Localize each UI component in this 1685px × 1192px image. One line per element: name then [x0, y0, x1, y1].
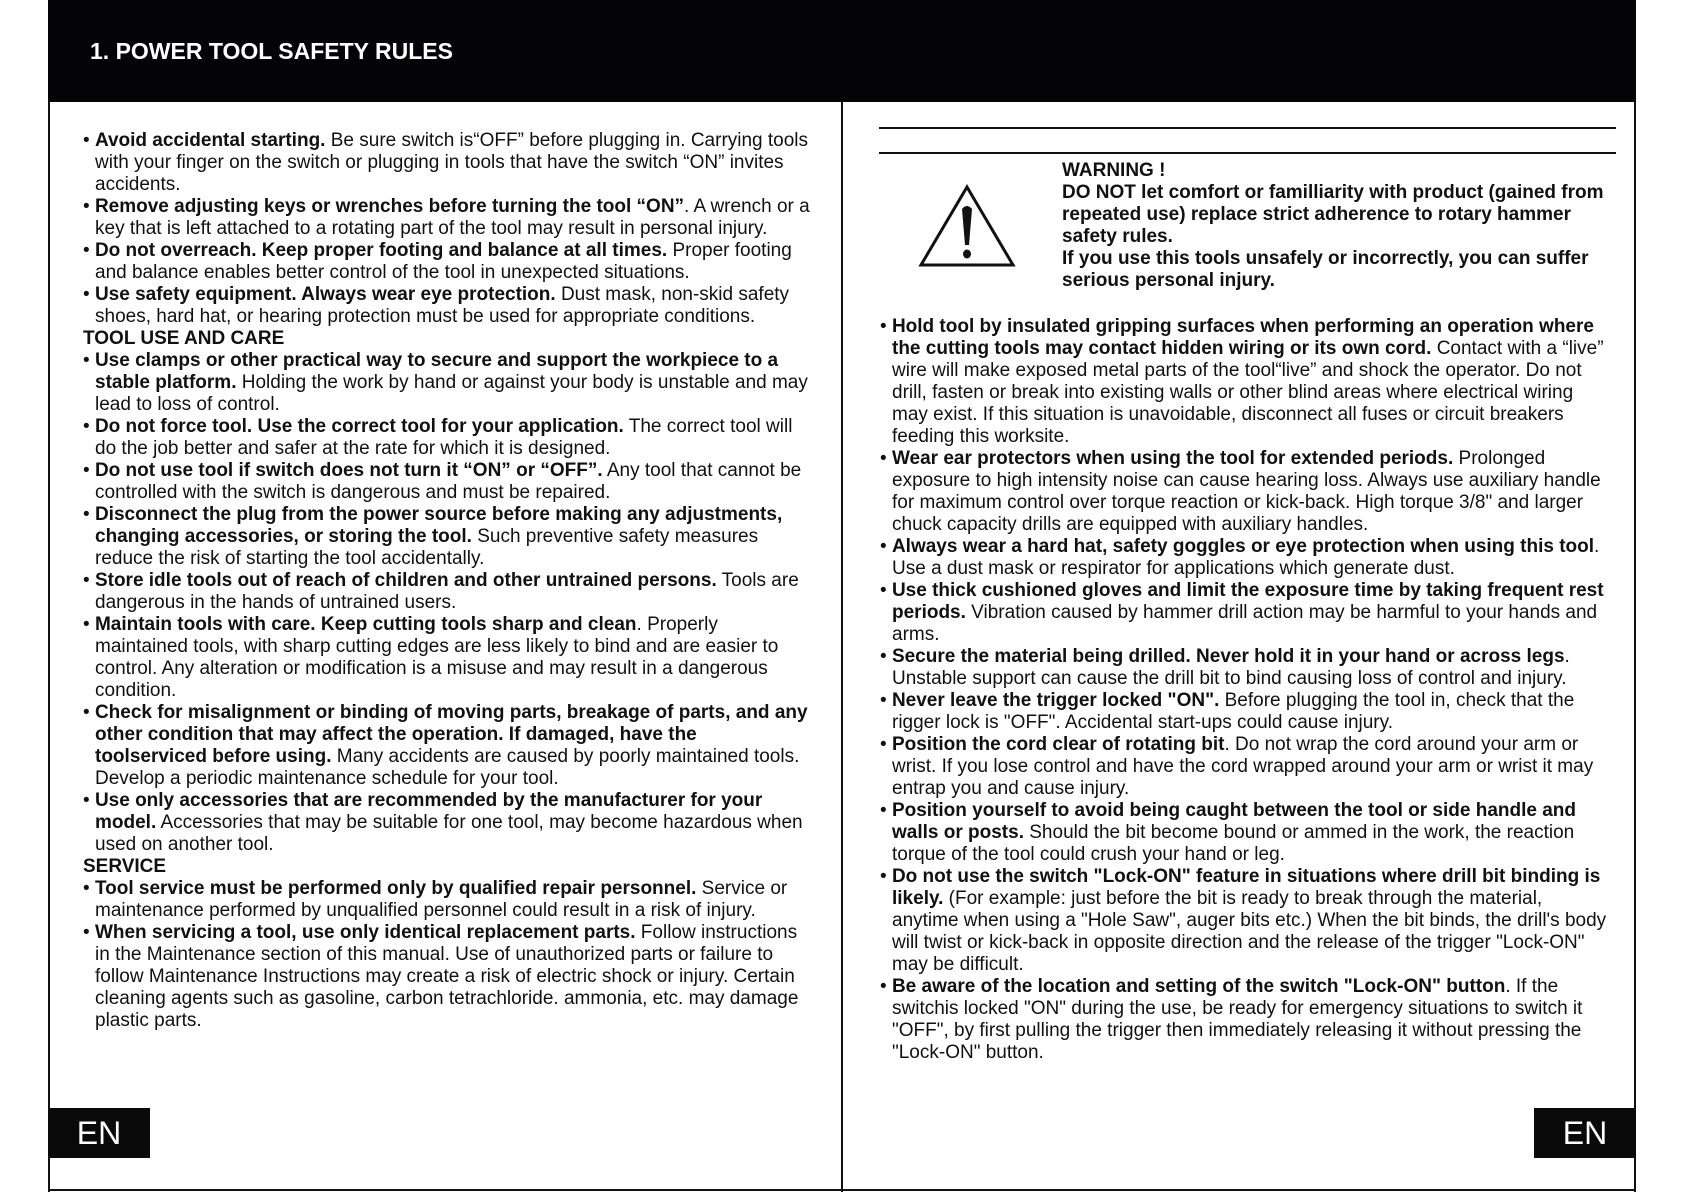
safety-rule-item — [83, 790, 813, 856]
rule-heading: Maintain tools with care. Keep cutting tools sharp and clean — [94, 614, 637, 635]
warning-text-2: If you use this tools unsafely or incorrectly, you can suffer serious personal injury. — [1062, 248, 1589, 291]
section-heading-tool-use: TOOL USE AND CARE — [83, 328, 285, 349]
rule-text: Dust mask, non-skid safety shoes, hard hat, or hearing protection must be used for appropriate conditions. — [95, 284, 790, 327]
rule-heading: Position yourself to avoid being caught between the tool or side handle and walls or posts. — [891, 800, 1577, 843]
rule-top — [879, 127, 1616, 129]
language-label-left: EN — [48, 1108, 150, 1158]
safety-rule-item — [83, 504, 813, 570]
rule-text: Contact with a “live” wire will make exposed metal parts of the tool“live” and shock the operator. Do not drill, fasten or break into existing walls or other blind areas where electrical wiring may exist. If this situation is unavoidable, disconnect all fuses or circuit breakers feeding this worksite. — [892, 338, 1604, 447]
rule-heading: When servicing a tool, use only identical replacement parts. — [94, 922, 636, 943]
bullet: • — [83, 284, 95, 305]
safety-rule-item — [880, 448, 1610, 536]
rule-heading: Position the cord clear of rotating bit — [891, 734, 1225, 755]
safety-rule-item — [83, 130, 813, 196]
rule-bottom — [879, 152, 1616, 154]
bullet: • — [880, 800, 892, 821]
language-label-right: EN — [1534, 1108, 1636, 1158]
safety-rule-item — [83, 196, 813, 240]
rule-text: . Unstable support can cause the drill bit to bind causing loss of control and injury. — [892, 646, 1570, 689]
bullet: • — [83, 922, 95, 943]
rule-text: The correct tool will do the job better and safer at the rate for which it is designed. — [95, 416, 793, 459]
right-column — [880, 316, 1610, 1064]
bullet: • — [880, 734, 892, 755]
bullet: • — [83, 504, 95, 525]
bullet: • — [83, 130, 95, 151]
bullet: • — [83, 614, 95, 635]
bullet: • — [83, 350, 95, 371]
rule-text: Service or maintenance performed by unqualified personnel could result in a risk of injury. — [95, 878, 788, 921]
rule-heading: Do not use tool if switch does not turn it “ON” or “OFF”. — [94, 460, 603, 481]
safety-rule-item — [880, 734, 1610, 800]
bullet: • — [880, 976, 892, 997]
bullet: • — [880, 866, 892, 887]
rule-heading: Hold tool by insulated gripping surfaces when performing an operation where the cutting tools may contact hidden wiring or its own cord. — [891, 316, 1594, 359]
safety-rule-item — [880, 690, 1610, 734]
rule-heading: Secure the material being drilled. Never hold it in your hand or across legs — [891, 646, 1565, 667]
safety-rule-item — [880, 646, 1610, 690]
rule-heading: Do not use the switch "Lock-ON" feature in situations where drill bit binding is likely. — [891, 866, 1601, 909]
safety-rule-item — [880, 536, 1610, 580]
rule-heading: Use thick cushioned gloves and limit the exposure time by taking frequent rest periods. — [891, 580, 1604, 623]
bullet: • — [83, 240, 95, 261]
rule-text: Any tool that cannot be controlled with the switch is dangerous and must be repaired. — [95, 460, 802, 503]
safety-rule-item — [880, 580, 1610, 646]
rule-text: Should the bit become bound or ammed in the work, the reaction torque of the tool could crush your hand or leg. — [892, 822, 1575, 865]
rule-heading: Avoid accidental starting. — [94, 130, 326, 151]
bullet: • — [83, 196, 95, 217]
rule-heading: Check for misalignment or binding of moving parts, breakage of parts, and any other condition that may affect the operation. If damaged, have the toolserviced before using. — [94, 702, 808, 767]
rule-heading: Never leave the trigger locked "ON". — [891, 690, 1220, 711]
safety-rule-item — [83, 416, 813, 460]
bullet: • — [880, 536, 892, 557]
safety-rule-item — [880, 866, 1610, 976]
rule-text: Holding the work by hand or against your body is unstable and may lead to loss of control. — [95, 372, 808, 415]
safety-rule-item — [83, 240, 813, 284]
bullet: • — [83, 416, 95, 437]
rule-text: . If the switchis locked "ON" during the use, be ready for emergency situations to switch it "OFF", by first pulling the trigger then immediately releasing it without pressing the "Lock-ON" button. — [892, 976, 1583, 1063]
rule-text: Tools are dangerous in the hands of untrained users. — [95, 570, 799, 613]
right-border — [1634, 102, 1636, 1192]
safety-rule-item — [83, 922, 813, 1032]
rule-text: Be sure switch is“OFF” before plugging in. Carrying tools with your finger on the switch or plugging in tools that have the switch “ON” invites accidents. — [95, 130, 809, 195]
rule-heading: Use safety equipment. Always wear eye protection. — [94, 284, 556, 305]
safety-rule-item — [880, 316, 1610, 448]
rule-text: . Do not wrap the cord around your arm or wrist. If you lose control and have the cord wrapped around your arm or wrist it may entrap you and cause injury. — [892, 734, 1594, 799]
section-heading-service: SERVICE — [83, 856, 167, 877]
rule-text: Prolonged exposure to high intensity noise can cause hearing loss. Always use auxiliary handle for maximum control over torque reaction or kick-back. High torque 3/8" and larger chuck capacity drills are equipped with auxiliary handles. — [892, 448, 1601, 535]
safety-rule-item — [83, 878, 813, 922]
rule-text: Follow instructions in the Maintenance section of this manual. Use of unauthorized parts or failure to follow Maintenance Instructions may create a risk of electric shock or injury. Certain cleaning agents such as gasoline, carbon tetrachloride. ammonia, etc. may damage plastic parts. — [95, 922, 799, 1031]
warning-title: WARNING ! — [1062, 160, 1166, 181]
rule-text: Proper footing and balance enables better control of the tool in unexpected situations. — [95, 240, 792, 283]
warning-triangle-icon — [918, 183, 1016, 269]
bullet: • — [83, 790, 95, 811]
safety-rule-item — [83, 614, 813, 702]
rule-text: . A wrench or a key that is left attached to a rotating part of the tool may result in personal injury. — [95, 196, 810, 239]
bullet: • — [880, 580, 892, 601]
bullet: • — [83, 570, 95, 591]
bullet: • — [83, 878, 95, 899]
left-column — [83, 130, 813, 1032]
safety-rule-item — [83, 284, 813, 328]
bullet: • — [83, 460, 95, 481]
rule-text: Accessories that may be suitable for one tool, may become hazardous when used on another tool. — [95, 812, 803, 855]
bullet: • — [83, 702, 95, 723]
rule-text: . Properly maintained tools, with sharp cutting edges are less likely to bind and are easier to control. Any alteration or modification is a misuse and may result in a dangerous condition. — [95, 614, 779, 701]
rule-text: (For example: just before the bit is ready to break through the material, anytime when using a "Hole Saw", auger bits etc.) When the bit binds, the drill's body will twist or kick-back in opposite direction and the release of the trigger "Lock-ON" may be difficult. — [892, 888, 1607, 975]
rule-heading: Wear ear protectors when using the tool for extended periods. — [891, 448, 1454, 469]
safety-rule-item — [83, 460, 813, 504]
rule-heading: Remove adjusting keys or wrenches before turning the tool “ON” — [94, 196, 685, 217]
bullet: • — [880, 646, 892, 667]
rule-text: Before plugging the tool in, check that the rigger lock is "OFF". Accidental start-ups could cause injury. — [892, 690, 1575, 733]
bullet: • — [880, 690, 892, 711]
rule-text: Such preventive safety measures reduce the risk of starting the tool accidentally. — [95, 526, 759, 569]
bottom-border — [48, 1189, 1636, 1191]
safety-rule-item — [83, 350, 813, 416]
page-title: 1. POWER TOOL SAFETY RULES — [90, 38, 453, 64]
rule-heading: Tool service must be performed only by qualified repair personnel. — [94, 878, 697, 899]
rule-heading: Always wear a hard hat, safety goggles or eye protection when using this tool — [891, 536, 1595, 557]
rule-heading: Store idle tools out of reach of children and other untrained persons. — [94, 570, 717, 591]
rule-heading: Disconnect the plug from the power source before making any adjustments, changing accessories, or storing the tool. — [94, 504, 783, 547]
rule-heading: Use only accessories that are recommended by the manufacturer for your model. — [94, 790, 763, 833]
rule-text: Many accidents are caused by poorly maintained tools. Develop a periodic maintenance schedule for your tool. — [95, 746, 800, 789]
warning-text: DO NOT let comfort or familliarity with product (gained from repeated use) replace strict adherence to rotary hammer safety rules. — [1062, 182, 1604, 247]
center-divider — [841, 102, 843, 1192]
rule-heading: Do not overreach. Keep proper footing and balance at all times. — [94, 240, 668, 261]
rule-heading: Be aware of the location and setting of the switch "Lock-ON" button — [891, 976, 1506, 997]
page-header — [48, 0, 1636, 102]
warning-box — [1062, 160, 1622, 292]
bullet: • — [880, 448, 892, 469]
safety-rule-item — [83, 702, 813, 790]
rule-heading: Use clamps or other practical way to secure and support the workpiece to a stable platform. — [94, 350, 779, 393]
left-border — [48, 102, 50, 1192]
rule-heading: Do not force tool. Use the correct tool for your application. — [94, 416, 624, 437]
rule-text: Vibration caused by hammer drill action may be harmful to your hands and arms. — [892, 602, 1598, 645]
rule-text: . Use a dust mask or respirator for applications which generate dust. — [892, 536, 1600, 579]
bullet: • — [880, 316, 892, 337]
safety-rule-item — [880, 976, 1610, 1064]
safety-rule-item — [83, 570, 813, 614]
safety-rule-item — [880, 800, 1610, 866]
